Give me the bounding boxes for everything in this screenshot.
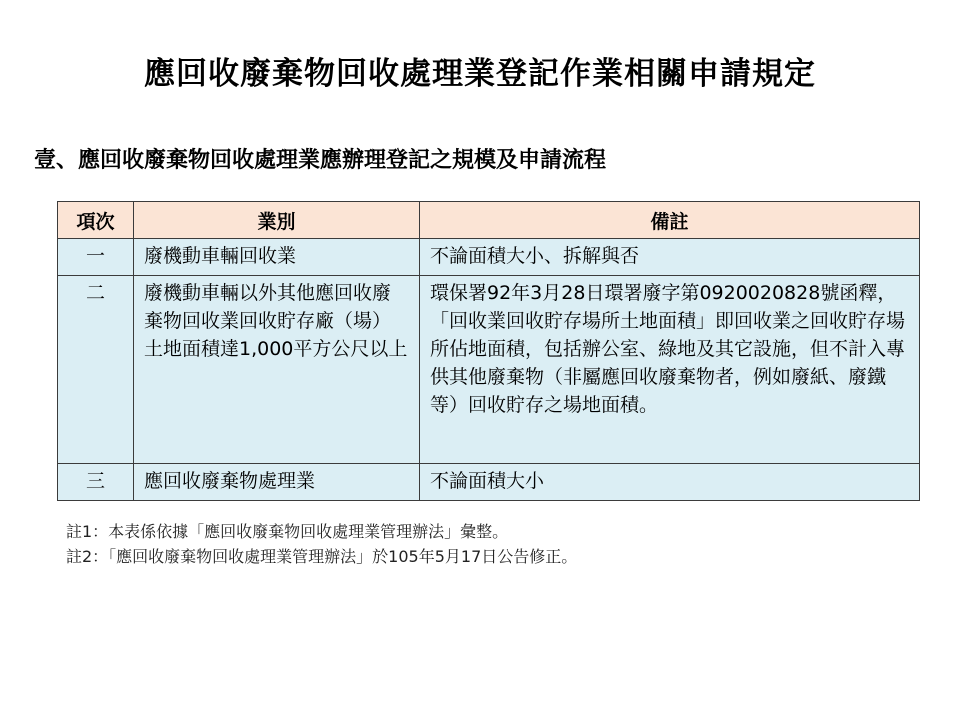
header-remark: 備註: [420, 202, 920, 239]
table-row: [58, 239, 920, 276]
header-item-number: 項次: [58, 202, 134, 239]
footnote-1: 註1：本表係依據「應回收廢棄物回收處理業管理辦法」彙整。: [66, 522, 509, 541]
cell-item-number: 二: [58, 276, 134, 464]
table-row: [58, 464, 920, 501]
section-heading: 壹、應回收廢棄物回收處理業應辦理登記之規模及申請流程: [34, 148, 607, 173]
table-row: [58, 276, 920, 464]
footnotes: [66, 519, 577, 569]
header-category: 業別: [134, 202, 420, 239]
cell-category: 廢機動車輛以外其他應回收廢棄物回收業回收貯存廠（場）土地面積達1,000平方公尺以上: [134, 276, 420, 464]
cell-remark: 不論面積大小: [420, 464, 920, 501]
cell-item-number: 三: [58, 464, 134, 501]
cell-remark: 不論面積大小、拆解與否: [420, 239, 920, 276]
cell-category: 應回收廢棄物處理業: [134, 464, 420, 501]
cell-category: 廢機動車輛回收業: [134, 239, 420, 276]
page-title: 應回收廢棄物回收處理業登記作業相關申請規定: [144, 56, 816, 92]
footnote-2: 註2：「應回收廢棄物回收處理業管理辦法」於105年5月17日公告修正。: [66, 547, 578, 566]
registration-table: [57, 201, 920, 501]
cell-item-number: 一: [58, 239, 134, 276]
cell-remark: 環保署92年3月28日環署廢字第0920020828號函釋，「回收業回收貯存場所土地面積」即回收業之回收貯存場所佔地面積，包括辦公室、綠地及其它設施，但不計入專供其他廢棄物（非屬應回收廢棄物者，例如廢紙、廢鐵等）回收貯存之場地面積。: [420, 276, 920, 464]
table-header-row: [58, 202, 920, 239]
